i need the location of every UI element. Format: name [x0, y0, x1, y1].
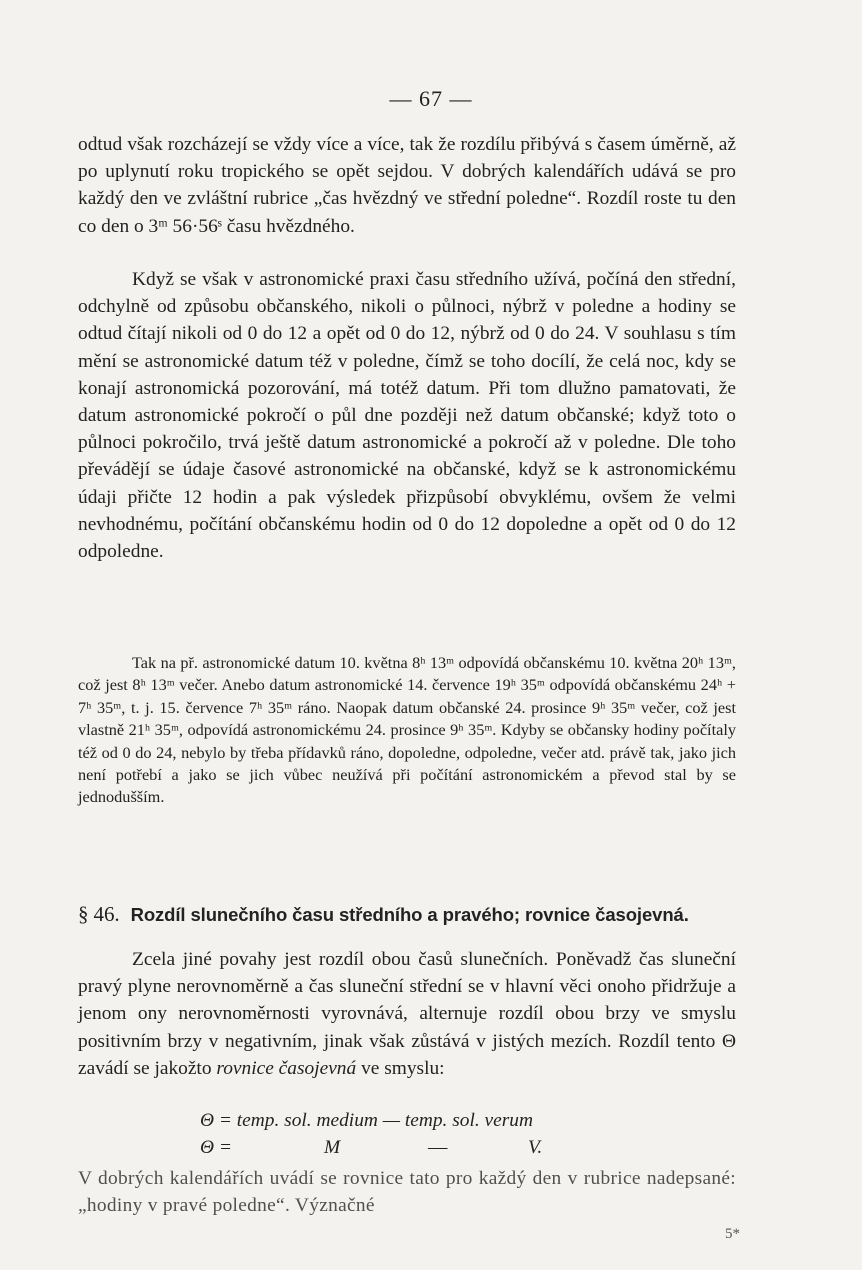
paragraph-astronomical-time: Když se však v astronomické praxi času středního užívá, počíná den střední, odchylně od způsobu občanského, nikoli o půlnoci, nýbrž v poledne a hodiny se odtud čítají nikoli od 0 do 12 a opět od 0 do 12, nýbrž od 0 do 24. V souhlasu s tím mění se astronomické datum též v poledne, čímž se toho docílí, že celá noc, kdy se konají astronomická pozorování, má totéž datum. Při tom dlužno pamatovati, že datum astronomické pokročí o půl dne později než datum občanské; když toto o půlnoci pokročilo, trvá ještě datum astronomické a pokročí až v poledne. Dle toho převádějí se údaje časové astronomické na občanské, když se k astronomickému údaji přičte 12 hodin a pak výsledek přizpůsobí obvyklému, ovšem že velmi nevhodnému, počítání občanskému hodin od 0 do 12 dopoledne a opět od 0 do 12 odpoledne.	[78, 269, 736, 563]
example-note: Tak na př. astronomické datum 10. května 8ʰ 13ᵐ odpovídá občanskému 10. května 20ʰ 13ᵐ, což jest 8ʰ 13ᵐ večer. Anebo datum astronomické 14. července 19ʰ 35ᵐ odpovídá občanskému 24ʰ + 7ʰ 35ᵐ, t. j. 15. července 7ʰ 35ᵐ ráno. Naopak datum občanské 24. prosince 9ʰ 35ᵐ večer, což jest vlastně 21ʰ 35ᵐ, odpovídá astronomickému 24. prosince 9ʰ 35ᵐ. Kdyby se občansky hodiny počítaly též od 0 do 24, nebylo by třeba přídavků ráno, dopoledne, odpoledne, večer atd. právě tak, jako jich není potřebí a jako se jich vůbec neužívá při počítání astronomickém a převod stal by se jednodušším.	[78, 653, 736, 807]
italic-term: rovnice časojevná	[216, 1057, 357, 1079]
section-symbol: § 46.	[78, 902, 120, 926]
formula-lhs: Θ =	[200, 1137, 232, 1158]
formula-v: V.	[528, 1137, 543, 1158]
paragraph-calendar: V dobrých kalendářích uvádí se rovnice tato pro každý den v rubrice nadepsané: „hodiny v pravé poledne“. Význačné	[78, 1168, 736, 1217]
section-title: Rozdíl slunečního času středního a pravého; rovnice časojevná.	[130, 904, 689, 925]
formula-latin: Θ = temp. sol. medium — temp. sol. verum	[200, 1110, 533, 1131]
signature-mark: 5*	[725, 1226, 740, 1242]
paragraph-text-before: Zcela jiné povahy jest rozdíl obou časů slunečních. Poněvadž čas sluneční pravý plyne nerovnoměrně a čas sluneční střední se v hlavní věci onoho přidržuje a jenom ony nerovnoměrnosti vyrovnává, alternuje rozdíl obou brzy ve smyslu positivním brzy v negativním, jinak však zůstává v jistých mezích. Rozdíl tento Θ zavádí se jakožto	[78, 949, 736, 1079]
paragraph-text-after: ve smyslu:	[361, 1057, 445, 1079]
section-heading	[78, 902, 748, 927]
page-number: — 67 —	[389, 86, 473, 111]
formula-symbolic	[200, 1137, 620, 1164]
paragraph-equation-of-time	[78, 946, 736, 1082]
paragraph-continuation: odtud však rozcházejí se vždy více a více, tak že rozdílu přibývá s časem úměrně, až po uplynutí roku tropického se opět sejdou. V dobrých kalendářích udává se pro každý den ve zvláštní rubrice „čas hvězdný ve střední poledne“. Rozdíl roste tu den co den o 3ᵐ 56·56ˢ času hvězdného.	[78, 134, 736, 237]
formula-m: M	[324, 1137, 341, 1158]
formula-minus: —	[428, 1137, 448, 1158]
